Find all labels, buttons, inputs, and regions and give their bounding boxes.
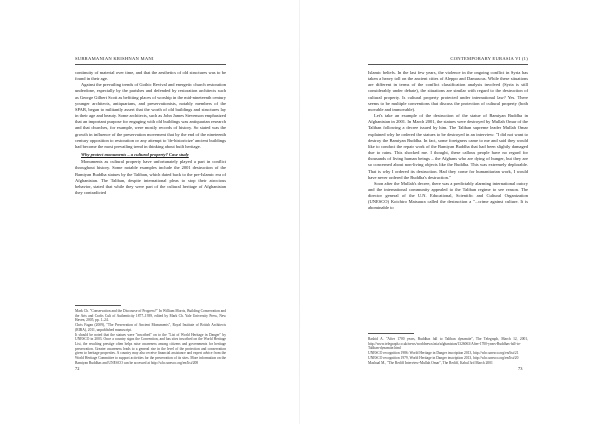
right-footnote-1: Rashid A. "After 1700 years, Buddhas fall to Taliban dynamite", The Telegraph, March 12, 2001, http://www.telegraph.co.uk/news/worldnews/asia/afghanistan/1326063/After-1700-years-Buddhas-fall-to-Taliban-dynamite.html	[368, 337, 528, 351]
right-page	[300, 0, 600, 424]
right-footnote-3: UNESCO recognition 1979, World Heritage in Danger inscription 2013, http://whc.unesco.org/en/list/20	[368, 355, 519, 360]
left-head-rule	[75, 64, 226, 65]
left-running-head: SUBRAMANIAN KRISHNAN MANI	[75, 56, 154, 61]
right-paragraph-1: Islamic beliefs. In the last few years, the violence in the ongoing conflict in Syria has taken a heavy toll on the ancient cities of Aleppo and Damascus. While these situations are different in terms of the conflict classification analysis involved (Syria is still considerably under debate), the situations are similar with regard to the destruction of cultural property. Is cultural property protected under international law? Yes. There seems to be multiple conventions that discuss the protection of cultural property (both movable and immovable).	[368, 70, 528, 112]
right-footnotes	[368, 337, 528, 365]
left-paragraph-2: Against the prevailing trends of Gothic Revival and energetic church restoration underdone, especially by the parishes and defended by restoration architects such as George Gilbert Scott as befitting places of worship in the mid-nineteenth century younger architects, antiquarians, and preservationists, notably members of the SPAB, began to militantly assert that the worth of old buildings and structures lay in their age and beauty. Some architects, such as John James Stevenson emphasized that an important purpose for engaging with old buildings was antiquarian research and that churches, for example, were mostly records of history. So stated was the growth in influence of the preservation movement that by the end of the nineteenth century opposition to restoration or any attempt to 'de-historicize' ancient buildings had become the most prevailing trend in thinking about built heritage.	[75, 82, 226, 149]
right-running-head: CONTEMPORARY EURASIA VI (1)	[450, 56, 528, 61]
left-paragraph-1: continuity of material over time, and that the aesthetics of old structures was to be found in their age.	[75, 70, 226, 82]
left-footnote-rule	[75, 305, 121, 306]
right-head-rule	[368, 64, 528, 65]
right-paragraph-2: Let's take an example of the destruction of the statue of Bamiyan Buddha in Afghanistan in 2001. In March 2001, the statues were destroyed by Mullah Omar of the Taliban following a decree issued by him. The Taliban supreme leader Mullah Omar explained why he ordered the statues to be destroyed in an interview: "I did not want to destroy the Bamiyan Buddha. In fact, some foreigners came to me and said they would like to conduct the repair work of the Bamiyan Buddha that had been slightly damaged due to rains. This shocked me. I thought, these callous people have no regard for thousands of living human beings – the Afghans who are dying of hunger, but they are so concerned about non-living objects like the Buddha. This was extremely deplorable. That is why I ordered its destruction. Had they come for humanitarian work, I would have never ordered the Buddha's destruction."	[368, 113, 528, 180]
section-heading: Why protect monuments – a cultural property? Case study	[81, 152, 189, 158]
left-body-text	[75, 70, 226, 196]
right-page-number: 73	[518, 366, 523, 371]
right-footnote-rule	[368, 333, 414, 334]
left-footnote-1: Mark Ch. "Conservation and the Discourse of Progress?" In William Morris, Building Conservation and the Arts and Crafts Cult of Authenticity 1877–1939, edited by Mark Ch. Yale University Press, New Haven, 2005, pp. 1–24.	[75, 309, 226, 323]
right-footnote-2: UNESCO recognition 1986: World Heritage in Danger inscription 2013, http://whc.unesco.org/en/list/21	[368, 351, 519, 356]
left-footnotes	[75, 309, 226, 365]
right-body-text	[368, 70, 528, 212]
left-footnote-3: It should be noted that the statues were "inscribed" on to the "List of World Heritage in Danger" by UNESCO in 2003. Once a country signs the Convention, and has sites inscribed on the World Heritage List, the resulting prestige often helps raise awareness among citizens and governments for heritage preservation. Greater awareness leads to a general rise in the level of the protection and conservation given to heritage properties. A country may also receive financial assistance and expert advice from the World Heritage Committee to support activities for the preservation of its sites. More information on the Bamiyan Buddhas and UNESCO can be accessed at http://whc.unesco.org/en/list/208	[75, 332, 226, 365]
right-paragraph-3: Soon after the Mullah's decree, there was a predictably alarming international outcry and the international community appealed to the Taliban regime to see reason. The director general of the U.N. Educational, Scientific and Cultural Organization (UNESCO) Koichiro Matsuura called the destruction a "...crime against culture. It is abominable to	[368, 180, 528, 211]
left-footnote-2: Chris Fagan (2009), "The Preservation of Ancient Monuments", Royal Institute of British Architects (RIBA), 2011, unpublished manuscript.	[75, 323, 226, 332]
left-paragraph-3: Monuments as cultural property have unfortunately played a part in conflict throughout history. Some notable examples include the 2001 destruction of the Bamiyan Buddha statues by the Taliban, which dated back to the pre-Islamic era of Afghanistan. The Taliban, despite international pleas to stop their atrocious behavior, stated that while they were part of the cultural heritage of Afghanistan they contradicted	[75, 159, 226, 195]
right-footnote-4: Mashaal M., "The Rediff Interview-Mullah Omar", The Rediff, Kabul 3rd March 2001	[368, 360, 493, 365]
left-page-number: 72	[75, 366, 80, 371]
